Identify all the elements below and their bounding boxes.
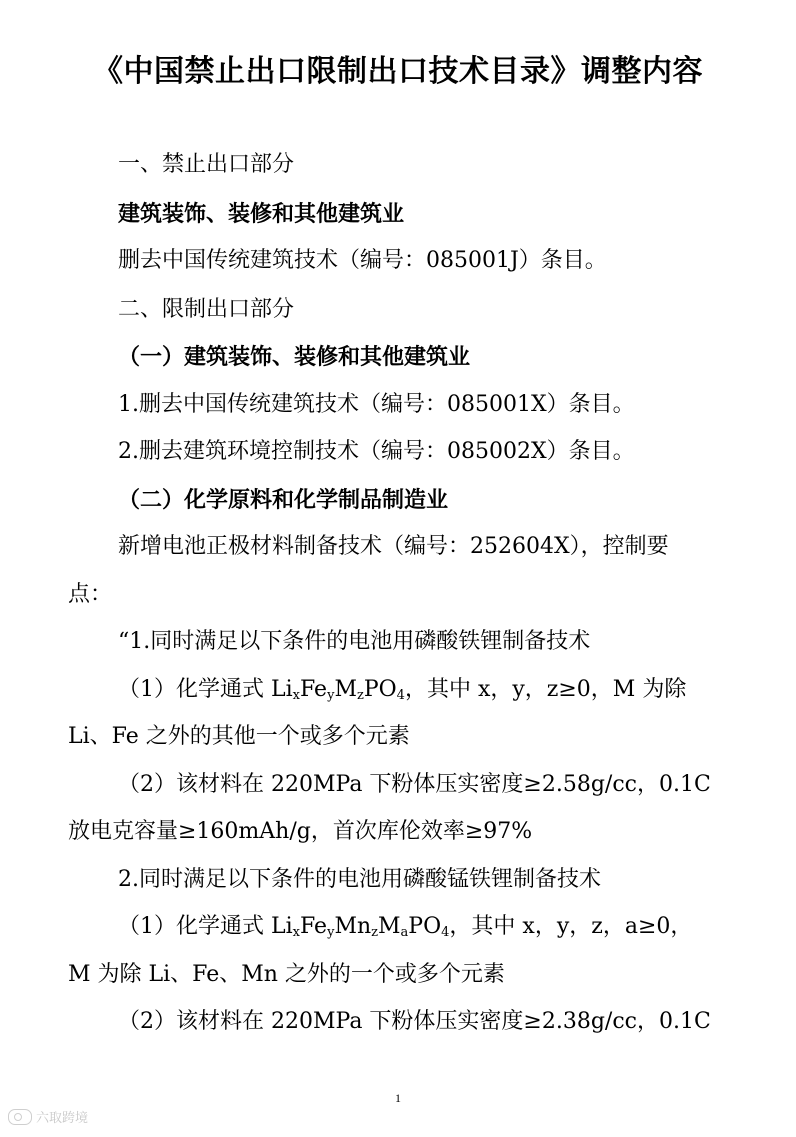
paragraph-lfp-formula-cont: Li、Fe 之外的其他一个或多个元素 <box>68 724 410 749</box>
paragraph-lmfp-density: （2）该材料在 220MPa 下粉体压实密度≥2.38g/cc，0.1C <box>118 1009 711 1034</box>
section-heading-prohibited: 一、禁止出口部分 <box>118 152 295 177</box>
paragraph-new-tech: 新增电池正极材料制备技术（编号：252604X），控制要 <box>118 534 669 559</box>
paragraph-delete-traditional-j: 删去中国传统建筑技术（编号：085001J）条目。 <box>118 248 607 273</box>
paragraph-lmfp-formula: （1）化学通式 $Li_xFe_yMn_zM_aPO_4$，其中 x，y，z，a≥0， <box>118 914 693 940</box>
page-number: 1 <box>395 1091 401 1105</box>
document-title: 《中国禁止出口限制出口技术目录》调整内容 <box>93 54 703 89</box>
paragraph-lfp-density: （2）该材料在 220MPa 下粉体压实密度≥2.58g/cc，0.1C <box>118 772 711 797</box>
paragraph-lmfp-formula-cont: M 为除 Li、Fe、Mn 之外的一个或多个元素 <box>68 962 505 987</box>
paragraph-new-tech-cont: 点： <box>68 582 113 607</box>
paragraph-lfp-heading: “1.同时满足以下条件的电池用磷酸铁锂制备技术 <box>118 629 591 654</box>
watermark-logo-icon <box>8 1109 32 1125</box>
paragraph-lfp-formula: （1）化学通式 $Li_xFe_yM_zPO_4$，其中 x，y，z≥0，M 为除 <box>118 677 687 703</box>
paragraph-lfp-density-cont: 放电克容量≥160mAh/g，首次库伦效率≥97% <box>68 819 533 844</box>
subsection-heading-1: （一）建筑装饰、装修和其他建筑业 <box>118 344 471 370</box>
paragraph-item-2: 2.删去建筑环境控制技术（编号：085002X）条目。 <box>118 439 635 464</box>
paragraph-lmfp-heading: 2.同时满足以下条件的电池用磷酸锰铁锂制备技术 <box>118 867 601 892</box>
watermark-text: 六取跨境 <box>36 1111 89 1126</box>
subsection-heading-2: （二）化学原料和化学制品制造业 <box>118 487 449 513</box>
watermark <box>8 1107 88 1126</box>
section-heading-restricted: 二、限制出口部分 <box>118 297 295 322</box>
paragraph-item-1: 1.删去中国传统建筑技术（编号：085001X）条目。 <box>118 392 635 417</box>
subsection-heading-construction: 建筑装饰、装修和其他建筑业 <box>118 201 405 227</box>
